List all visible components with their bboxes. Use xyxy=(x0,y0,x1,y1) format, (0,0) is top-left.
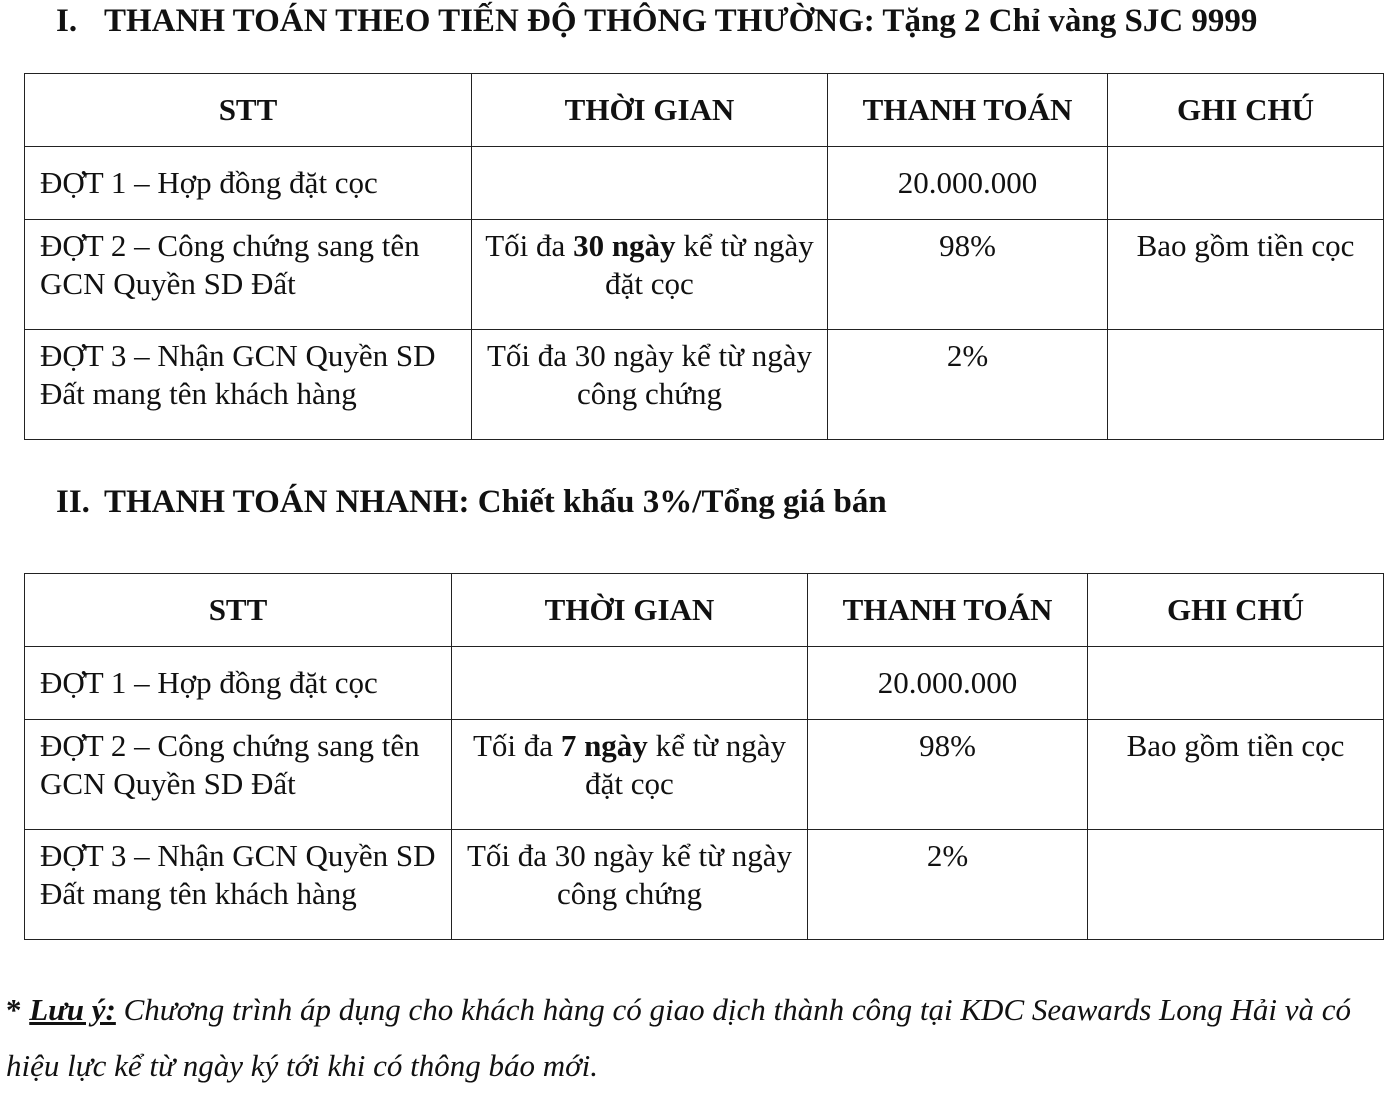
fast-payment-table xyxy=(24,573,1384,940)
cell-stt: ĐỢT 1 – Hợp đồng đặt cọc xyxy=(25,147,472,220)
cell-note: Bao gồm tiền cọc xyxy=(1108,220,1384,330)
table-row xyxy=(25,830,1384,940)
cell-stt: ĐỢT 2 – Công chứng sang tên GCN Quyền SD Đất xyxy=(25,720,452,830)
cell-time: Tối đa 7 ngày kể từ ngày đặt cọc xyxy=(452,720,808,830)
cell-note: Bao gồm tiền cọc xyxy=(1088,720,1384,830)
section2-number: II. xyxy=(56,484,90,520)
cell-time xyxy=(472,147,828,220)
section1-title: THANH TOÁN THEO TIẾN ĐỘ THÔNG THƯỜNG: Tặng 2 Chỉ vàng SJC 9999 xyxy=(104,3,1258,39)
header-payment: THANH TOÁN xyxy=(808,574,1088,647)
cell-payment: 20.000.000 xyxy=(828,147,1108,220)
table-row xyxy=(25,147,1384,220)
cell-note xyxy=(1088,830,1384,940)
footnote-text: Chương trình áp dụng cho khách hàng có giao dịch thành công tại KDC Seawards Long Hải và có hiệu lực kể từ ngày ký tới khi có thông báo mới. xyxy=(6,992,1352,1083)
cell-payment: 2% xyxy=(808,830,1088,940)
cell-payment: 98% xyxy=(828,220,1108,330)
footnote-label: Lưu ý: xyxy=(29,992,116,1027)
cell-stt: ĐỢT 1 – Hợp đồng đặt cọc xyxy=(25,647,452,720)
cell-note xyxy=(1108,330,1384,440)
header-time: THỜI GIAN xyxy=(452,574,808,647)
header-note: GHI CHÚ xyxy=(1108,74,1384,147)
cell-stt: ĐỢT 2 – Công chứng sang tên GCN Quyền SD Đất xyxy=(25,220,472,330)
cell-time: Tối đa 30 ngày kể từ ngày đặt cọc xyxy=(472,220,828,330)
cell-time xyxy=(452,647,808,720)
header-payment: THANH TOÁN xyxy=(828,74,1108,147)
section1-number: I. xyxy=(56,3,78,39)
header-time: THỜI GIAN xyxy=(472,74,828,147)
header-note: GHI CHÚ xyxy=(1088,574,1384,647)
cell-time: Tối đa 30 ngày kể từ ngày công chứng xyxy=(452,830,808,940)
table-row xyxy=(25,647,1384,720)
header-stt: STT xyxy=(25,74,472,147)
table-header-row xyxy=(25,74,1384,147)
cell-stt: ĐỢT 3 – Nhận GCN Quyền SD Đất mang tên khách hàng xyxy=(25,330,472,440)
section2-title: THANH TOÁN NHANH: Chiết khấu 3%/Tổng giá bán xyxy=(104,484,887,520)
regular-payment-table xyxy=(24,73,1384,440)
footnote xyxy=(6,982,1386,1094)
section2-heading xyxy=(56,486,887,519)
cell-note xyxy=(1088,647,1384,720)
footnote-star: * xyxy=(6,992,22,1027)
cell-note xyxy=(1108,147,1384,220)
cell-payment: 98% xyxy=(808,720,1088,830)
table-header-row xyxy=(25,574,1384,647)
table-row xyxy=(25,330,1384,440)
cell-payment: 20.000.000 xyxy=(808,647,1088,720)
table-row xyxy=(25,720,1384,830)
table-row xyxy=(25,220,1384,330)
section1-heading xyxy=(56,5,1257,38)
cell-time: Tối đa 30 ngày kể từ ngày công chứng xyxy=(472,330,828,440)
header-stt: STT xyxy=(25,574,452,647)
cell-payment: 2% xyxy=(828,330,1108,440)
cell-stt: ĐỢT 3 – Nhận GCN Quyền SD Đất mang tên khách hàng xyxy=(25,830,452,940)
